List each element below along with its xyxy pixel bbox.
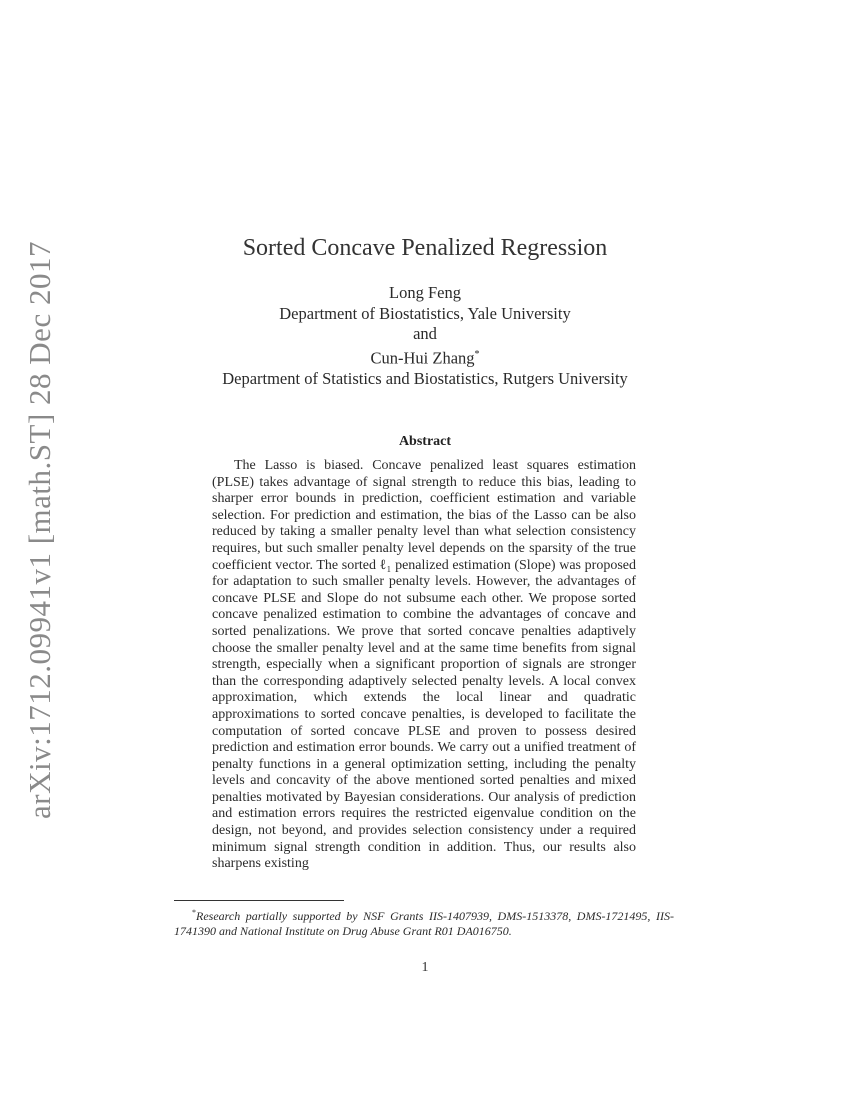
page-number: 1 <box>421 960 429 975</box>
arxiv-identifier-stamp: arXiv:1712.09941v1 [math.ST] 28 Dec 2017 <box>22 241 57 819</box>
abstract-heading: Abstract <box>398 434 452 449</box>
author-separator: and <box>413 324 437 343</box>
paper-title: Sorted Concave Penalized Regression <box>242 235 608 261</box>
author-affiliation: Department of Biostatistics, Yale University <box>279 303 571 323</box>
footnote <box>174 905 674 939</box>
author-name: Long Feng <box>389 283 461 302</box>
footnote-marker: * <box>192 908 196 917</box>
abstract-body: The Lasso is biased. Concave penalized least squares estimation (PLSE) takes advantage of signal strength to reduce this bias, leading to sharper error bounds in prediction, coefficient estimation and variable selection. For prediction and estimation, the bias of the Lasso can be also reduced by taking a smaller penalty level than what selection consistency requires, but such smaller penalty level depends on the sparsity of the true coefficient vector. The sorted ℓ₁ penalized estimation (Slope) was proposed for adaptation to such smaller penalty levels. However, the advantages of concave PLSE and Slope do not subsume each other. We propose sorted concave penalized estimation to combine the advantages of concave and sorted penalizations. We prove that sorted concave penalties adaptively choose the smaller penalty level and at the same time benefits from signal strength, especially when a significant proportion of signals are stronger than the corresponding adaptively selected penalty levels. A local convex approximation, which extends the local linear and quadratic approximations to sorted concave penalties, is developed to facilitate the computation of sorted concave PLSE and proven to possess desired prediction and estimation error bounds. We carry out a unified treatment of penalty functions in a general optimization setting, including the penalty levels and concavity of the above mentioned sorted penalties and mixed penalties motivated by Bayesian considerations. Our analysis of prediction and estimation errors requires the restricted eigenvalue condition on the design, not beyond, and provides selection consistency under a required minimum signal strength condition in addition. Thus, our results also sharpens existing <box>212 458 636 872</box>
footnote-text: Research partially supported by NSF Grants IIS-1407939, DMS-1513378, DMS-1721495, IIS-1741390 and National Institute on Drug Abuse Grant R01 DA016750. <box>174 909 674 938</box>
footnote-divider <box>174 900 344 901</box>
author-name: Cun-Hui Zhang <box>370 348 475 367</box>
footnote-marker: * <box>474 348 480 360</box>
author-affiliation: Department of Statistics and Biostatistics, Rutgers University <box>222 368 628 388</box>
author-block <box>0 283 850 389</box>
author-name-with-footnote <box>0 345 850 369</box>
